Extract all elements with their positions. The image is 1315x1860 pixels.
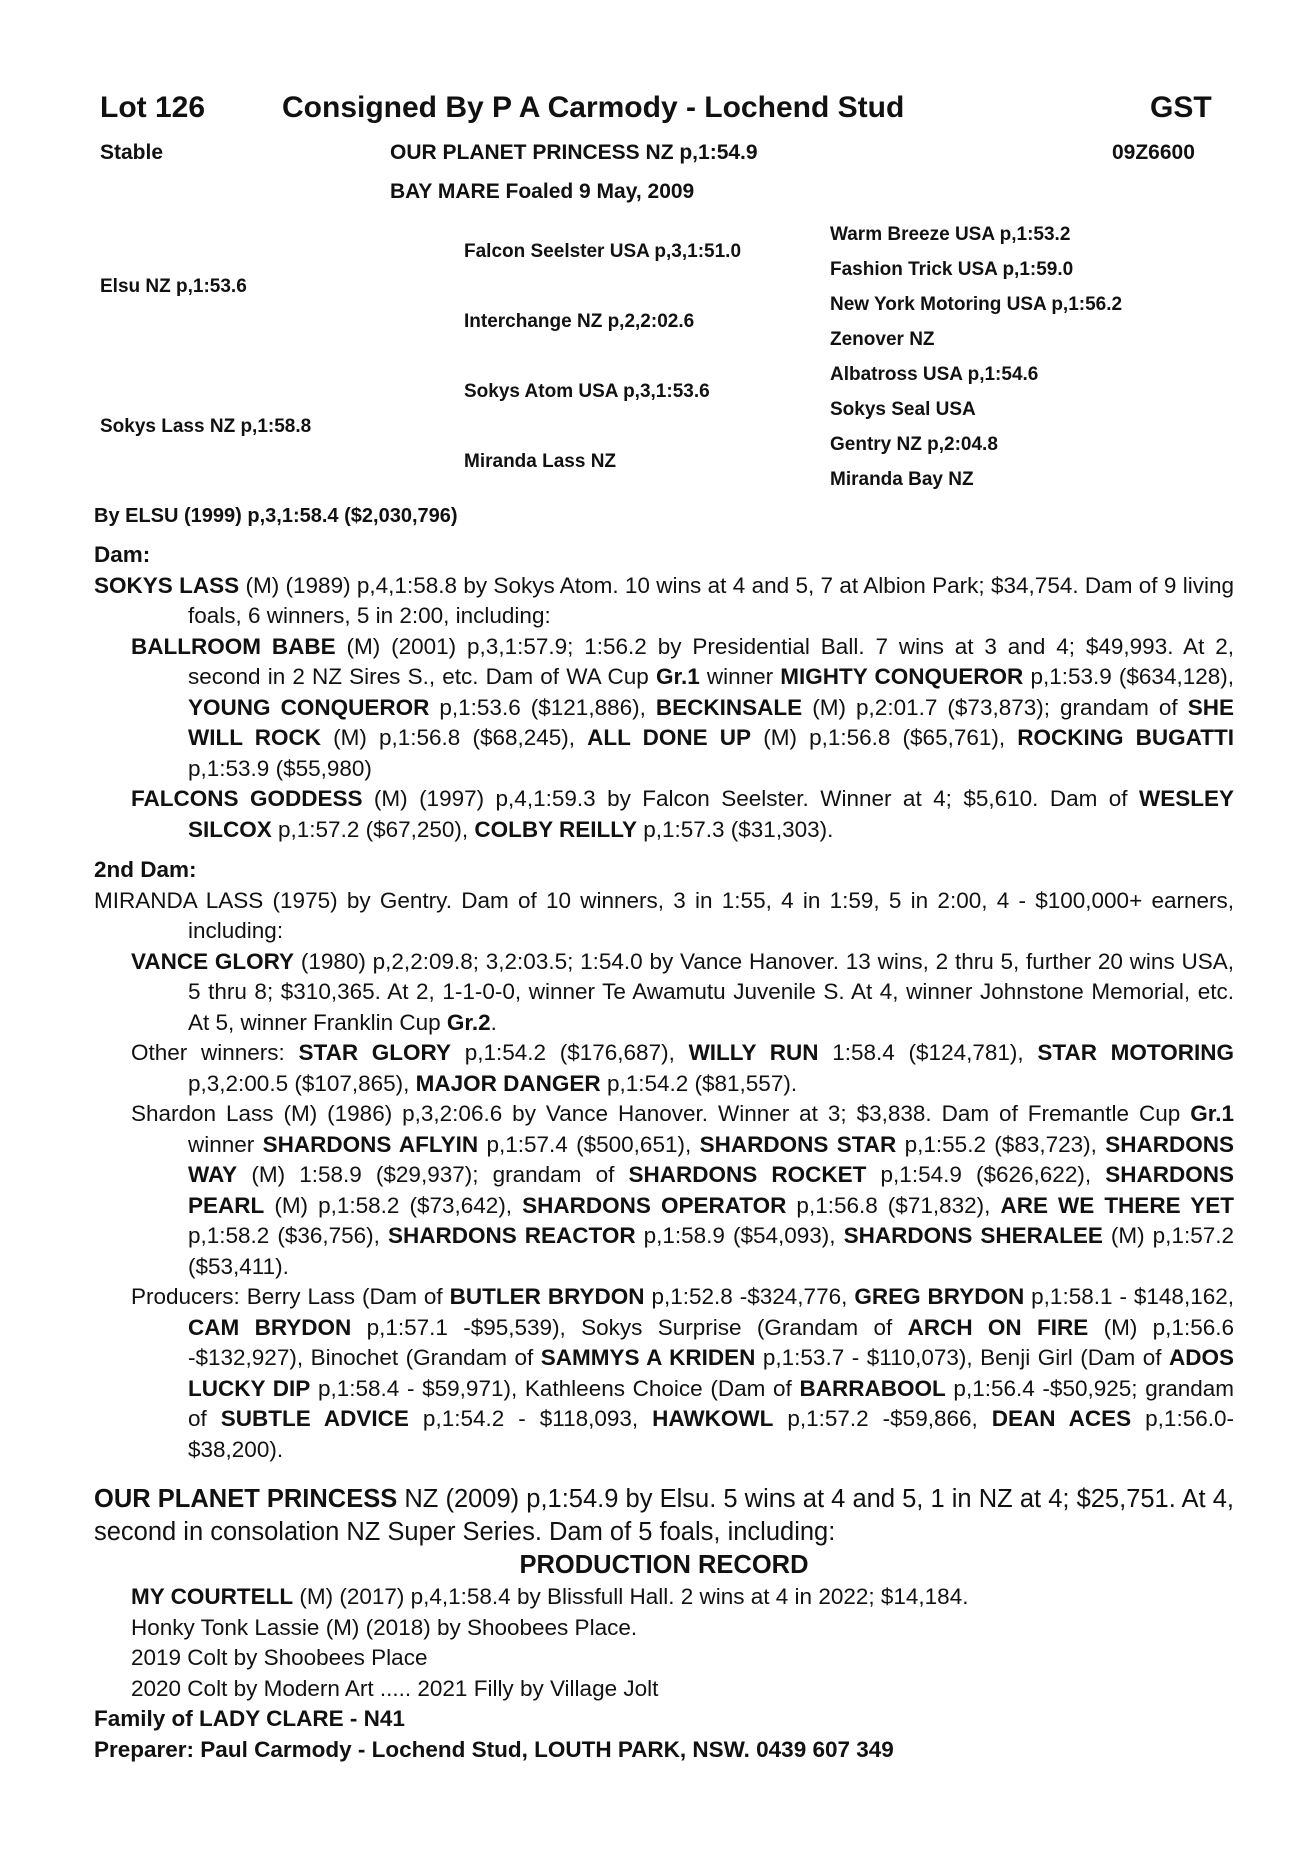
- consigner: Consigned By P A Carmody - Lochend Stud: [282, 91, 905, 124]
- horse-name: FALCONS GODDESS: [131, 786, 363, 811]
- gst-code: GST: [1150, 91, 1212, 124]
- other-winners-entry: Other winners: STAR GLORY p,1:54.2 ($176,687), WILLY RUN 1:58.4 ($124,781), STAR MOTORING p,3,2:00.5 ($107,865), MAJOR DANGER p,1:54.2 ($81,557).: [131, 1040, 1234, 1096]
- production-item: MY COURTELL (M) (2017) p,4,1:58.4 by Blissfull Hall. 2 wins at 4 in 2022; $14,184.: [131, 1584, 969, 1609]
- location: Stable: [100, 141, 164, 164]
- dam-paragraph: SOKYS LASS (M) (1989) p,4,1:58.8 by Sokys Atom. 10 wins at 4 and 5, 7 at Albion Park; $34,754. Dam of 9 living foals, 6 winners, 5 in 2:00, including:: [94, 572, 1235, 628]
- pedigree-g1: Falcon Seelster USA p,3,1:51.0: [464, 241, 742, 262]
- subject-paragraph: OUR PLANET PRINCESS NZ (2009) p,1:54.9 by Elsu. 5 wins at 4 and 5, 1 in NZ at 4; $25,751. At 4, second in consolation NZ Super Series. Dam of 5 foals, including:: [94, 1485, 1234, 1546]
- pedigree-gg5: Albatross USA p,1:54.6: [830, 364, 1039, 385]
- miranda-lass-paragraph: MIRANDA LASS (1975) by Gentry. Dam of 10 winners, 3 in 1:55, 4 in 1:59, 5 in 2:00, 4 - $100,000+ earners, including:: [94, 887, 1234, 943]
- pedigree-gg4: Zenover NZ: [830, 329, 935, 350]
- pedigree-gg2: Fashion Trick USA p,1:59.0: [830, 259, 1074, 280]
- horse-name: BALLROOM BABE: [131, 633, 336, 659]
- pedigree-sire: Elsu NZ p,1:53.6: [100, 276, 247, 297]
- production-item: 2019 Colt by Shoobees Place: [131, 1645, 428, 1670]
- production-item: 2020 Colt by Modern Art ..... 2021 Filly by Village Jolt: [131, 1675, 659, 1701]
- second-dam-label: 2nd Dam:: [94, 857, 197, 882]
- pedigree-dam: Sokys Lass NZ p,1:58.8: [100, 416, 312, 437]
- horse-name: VANCE GLORY: [131, 948, 295, 974]
- falcons-goddess-entry: FALCONS GODDESS (M) (1997) p,4,1:59.3 by Falcon Seelster. Winner at 4; $5,610. Dam of WESLEY SILCOX p,1:57.2 ($67,250), COLBY REILLY p,1:57.3 ($31,303).: [131, 786, 1234, 842]
- pedigree-g4: Miranda Lass NZ: [464, 451, 617, 472]
- production-item: Honky Tonk Lassie (M) (2018) by Shoobees Place.: [131, 1614, 638, 1640]
- ballroom-babe-entry: BALLROOM BABE (M) (2001) p,3,1:57.9; 1:56.2 by Presidential Ball. 7 wins at 3 and 4; $49,993. At 2, second in 2 NZ Sires S., etc. Dam of WA Cup Gr.1 winner MIGHTY CONQUEROR p,1:53.9 ($634,128), YOUNG CONQUEROR p,1:53.6 ($121,886), BECKINSALE (M) p,2:01.7 ($73,873); grandam of SHE WILL ROCK (M) p,1:56.8 ($68,245), ALL DONE UP (M) p,1:56.8 ($65,761), ROCKING BUGATTI p,1:53.9 ($55,980): [131, 633, 1235, 781]
- lot-number: Lot 126: [100, 91, 206, 124]
- shardon-lass-entry: Shardon Lass (M) (1986) p,3,2:06.6 by Vance Hanover. Winner at 3; $3,838. Dam of Fremantle Cup Gr.1 winner SHARDONS AFLYIN p,1:57.4 ($500,651), SHARDONS STAR p,1:55.2 ($83,723), SHARDONS WAY (M) 1:58.9 ($29,937); grandam of SHARDONS ROCKET p,1:54.9 ($626,622), SHARDONS PEARL (M) p,1:58.2 ($73,642), SHARDONS OPERATOR p,1:56.8 ($71,832), ARE WE THERE YET p,1:58.2 ($36,756), SHARDONS REACTOR p,1:58.9 ($54,093), SHARDONS SHERALEE (M) p,1:57.2 ($53,411).: [131, 1101, 1234, 1279]
- pedigree-gg8: Miranda Bay NZ: [830, 469, 974, 490]
- horse-title: OUR PLANET PRINCESS NZ p,1:54.9: [390, 141, 758, 164]
- family-line: Family of LADY CLARE - N41: [94, 1706, 405, 1731]
- by-line: By ELSU (1999) p,3,1:58.4 ($2,030,796): [94, 505, 458, 527]
- pedigree-gg1: Warm Breeze USA p,1:53.2: [830, 224, 1071, 245]
- horse-id: 09Z6600: [1112, 141, 1195, 164]
- pedigree-gg3: New York Motoring USA p,1:56.2: [830, 294, 1123, 315]
- foaled-line: BAY MARE Foaled 9 May, 2009: [390, 180, 695, 203]
- pedigree-gg6: Sokys Seal USA: [830, 399, 976, 420]
- preparer-line: Preparer: Paul Carmody - Lochend Stud, LOUTH PARK, NSW. 0439 607 349: [94, 1736, 894, 1762]
- pedigree-gg7: Gentry NZ p,2:04.8: [830, 434, 998, 455]
- production-record-title: PRODUCTION RECORD: [519, 1551, 809, 1579]
- vance-glory-entry: VANCE GLORY (1980) p,2,2:09.8; 3,2:03.5; 1:54.0 by Vance Hanover. 13 wins, 2 thru 5, further 20 wins USA, 5 thru 8; $310,365. At 2, 1-1-0-0, winner Te Awamutu Juvenile S. At 4, winner Johnstone Memorial, etc. At 5, winner Franklin Cup Gr.2.: [131, 948, 1234, 1035]
- pedigree-g2: Interchange NZ p,2,2:02.6: [464, 311, 695, 332]
- catalogue-body: [94, 540, 1234, 1765]
- dam-name: SOKYS LASS: [94, 572, 240, 598]
- pedigree-g3: Sokys Atom USA p,3,1:53.6: [464, 381, 710, 402]
- producers-entry: Producers: Berry Lass (Dam of BUTLER BRYDON p,1:52.8 -$324,776, GREG BRYDON p,1:58.1 - $148,162, CAM BRYDON p,1:57.1 -$95,539), Sokys Surprise (Grandam of ARCH ON FIRE (M) p,1:56.6 -$132,927), Binochet (Grandam of SAMMYS A KRIDEN p,1:53.7 - $110,073), Benji Girl (Dam of ADOS LUCKY DIP p,1:58.4 - $59,971), Kathleens Choice (Dam of BARRABOOL p,1:56.4 -$50,925; grandam of SUBTLE ADVICE p,1:54.2 - $118,093, HAWKOWL p,1:57.2 -$59,866, DEAN ACES p,1:56.0- $38,200).: [131, 1284, 1235, 1462]
- dam-label: Dam:: [94, 542, 151, 567]
- subject-name: OUR PLANET PRINCESS: [94, 1485, 398, 1513]
